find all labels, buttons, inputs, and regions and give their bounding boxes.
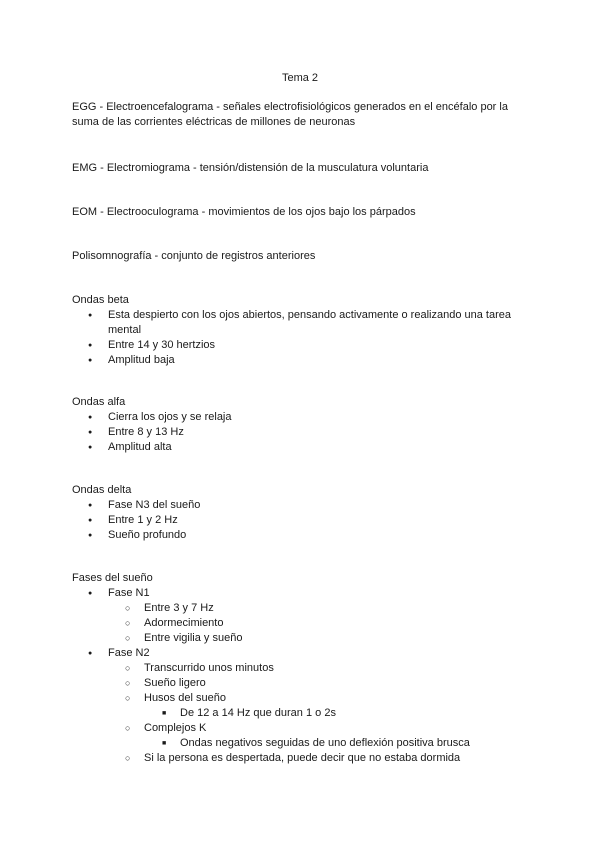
list-item-fase-n2: ● Fase N2 bbox=[72, 646, 532, 661]
section-ondas-alfa bbox=[72, 395, 532, 455]
list-item: ○ Entre 3 y 7 Hz bbox=[72, 601, 532, 616]
section-ondas-beta bbox=[72, 293, 532, 368]
list-item: ● Entre 1 y 2 Hz bbox=[72, 513, 532, 528]
list-item: ■ Ondas negativos seguidas de uno deflexión positiva brusca bbox=[72, 736, 532, 751]
list-item: ● Entre 14 y 30 hertzios bbox=[72, 338, 532, 353]
section-heading: Fases del sueño bbox=[72, 572, 153, 584]
section-heading: Ondas beta bbox=[72, 294, 129, 306]
list-item: ○ Transcurrido unos minutos bbox=[72, 661, 532, 676]
list-item: ○ Entre vigilia y sueño bbox=[72, 631, 532, 646]
section-fases-sueno bbox=[72, 571, 532, 766]
list-item-complejos-k: ○ Complejos K bbox=[72, 721, 532, 736]
list-item-fase-n1: ● Fase N1 bbox=[72, 586, 532, 601]
definition-polisomnografia: Polisomnografía - conjunto de registros anteriores bbox=[72, 250, 316, 262]
list-item-husos: ○ Husos del sueño bbox=[72, 691, 532, 706]
list-item: ○ Adormecimiento bbox=[72, 616, 532, 631]
definition-emg: EMG - Electromiograma - tensión/distensión de la musculatura voluntaria bbox=[72, 162, 429, 174]
list-item: ● Amplitud alta bbox=[72, 440, 532, 455]
list-item: ● Fase N3 del sueño bbox=[72, 498, 532, 513]
page-title: Tema 2 bbox=[281, 72, 319, 84]
list-item: ● Esta despierto con los ojos abiertos, pensando activamente o realizando una tarea mental bbox=[72, 308, 532, 338]
bullet-list bbox=[72, 308, 532, 368]
section-heading: Ondas delta bbox=[72, 484, 132, 496]
list-item: ○ Sueño ligero bbox=[72, 676, 532, 691]
bullet-list bbox=[72, 586, 532, 766]
list-item: ● Sueño profundo bbox=[72, 528, 532, 543]
section-heading: Ondas alfa bbox=[72, 396, 126, 408]
list-item: ● Amplitud baja bbox=[72, 353, 532, 368]
definition-egg: EGG - Electroencefalograma - señales electrofisiológicos generados en el encéfalo por la suma de las corrientes eléctricas de millones de neuronas bbox=[72, 101, 508, 128]
list-item: ○ Si la persona es despertada, puede decir que no estaba dormida bbox=[72, 751, 532, 766]
definition-eom: EOM - Electrooculograma - movimientos de los ojos bajo los párpados bbox=[72, 206, 416, 218]
list-item: ● Cierra los ojos y se relaja bbox=[72, 410, 532, 425]
section-ondas-delta bbox=[72, 483, 532, 543]
bullet-list bbox=[72, 498, 532, 543]
bullet-list bbox=[72, 410, 532, 455]
list-item: ■ De 12 a 14 Hz que duran 1 o 2s bbox=[72, 706, 532, 721]
list-item: ● Entre 8 y 13 Hz bbox=[72, 425, 532, 440]
